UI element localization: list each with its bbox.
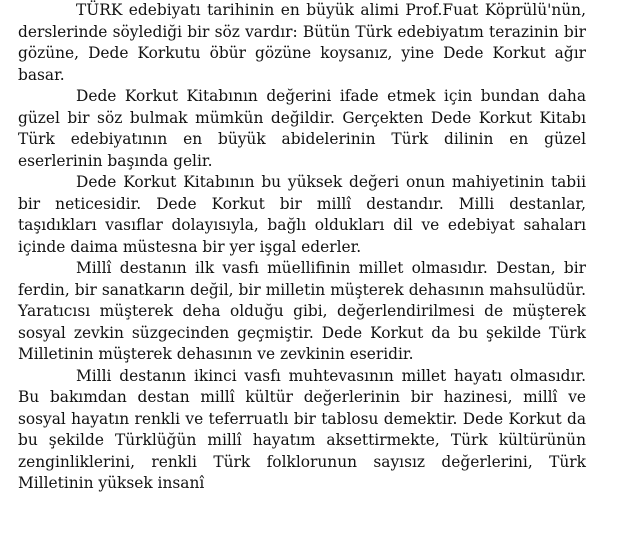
paragraph: Dede Korkut Kitabının bu yüksek değeri onun mahiyetinin tabii bir neticesidir. Dede Korkut bir millî destandır. Milli destanlar, taşıdıkları vasıflar dolayısıyla, bağlı oldukları dil ve edebiyat sahaları içinde daima müstesna bir yer işgal ederler. [18, 173, 586, 256]
paragraph: Milli destanın ikinci vasfı muhtevasının millet hayatı olmasıdır. Bu bakımdan destan millî kültür değerlerinin bir hazinesi, millî ve sosyal hayatın renkli ve teferruatlı bir tablosu demektir. Dede Korkut da bu şekilde Türklüğün millî hayatım aksettirmekte, Türk kültürünün zenginliklerini, renkli Türk folklorunun sayısız değerlerini, Türk Milletinin yüksek insanî [18, 366, 586, 492]
paragraph: Millî destanın ilk vasfı müellifinin millet olmasıdır. Destan, bir ferdin, bir sanatkarın değil, bir milletin müşterek dehasının mahsulüdür. Yaratıcısı müşterek deha olduğu gibi, değerlendirilmesi de müşterek sosyal zevkin süzgecinden geçmiştir. Dede Korkut da bu şekilde Türk Milletinin müşterek dehasının ve zevkinin eseridir. [18, 259, 586, 363]
paragraph: TÜRK edebiyatı tarihinin en büyük alimi Prof.Fuat Köprülü'nün, derslerinde söylediği bir söz vardır: Bütün Türk edebiyatım terazinin bir gözüne, Dede Korkutu öbür gözüne koysanız, yine Dede Korkut ağır basar. [18, 1, 586, 84]
document-page [18, 0, 586, 495]
paragraph: Dede Korkut Kitabının değerini ifade etmek için bundan daha güzel bir söz bulmak mümkün değildir. Gerçekten Dede Korkut Kitabı Türk edebiyatının en büyük abidelerinin Türk dilinin en güzel eserlerinin başında gelir. [18, 87, 586, 170]
